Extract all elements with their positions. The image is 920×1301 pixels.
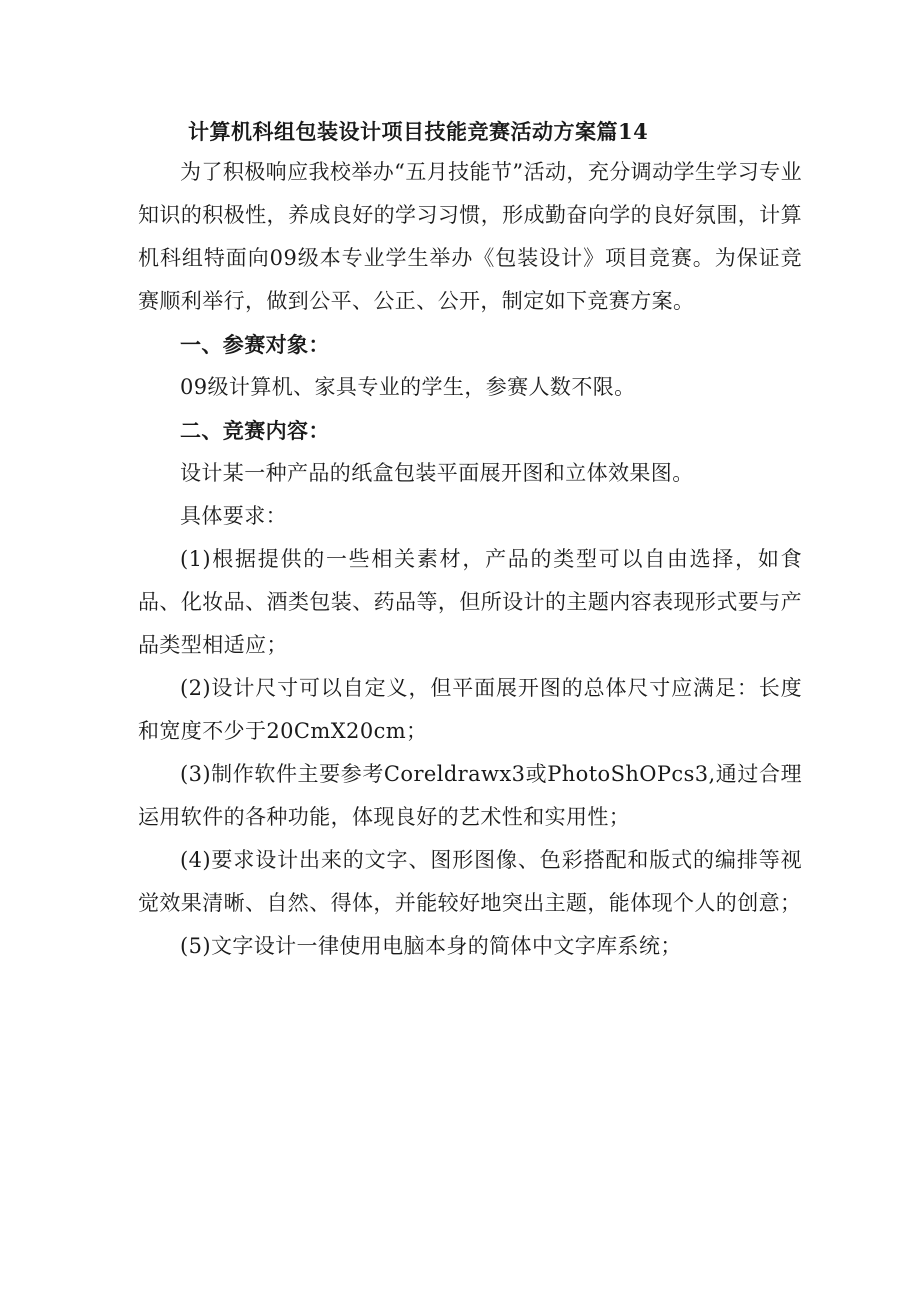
intro-paragraph: 为了积极响应我校举办“五月技能节”活动，充分调动学生学习专业知识的积极性，养成良好的学习习惯，形成勤奋向学的良好氛围，计算机科组特面向09级本专业学生举办《包装设计》项目竞赛。为保证竞赛顺利举行，做到公平、公正、公开，制定如下竞赛方案。 bbox=[138, 160, 802, 313]
section-heading-content: 二、竞赛内容： bbox=[180, 418, 330, 443]
section-heading-participants: 一、参赛对象： bbox=[180, 332, 330, 357]
content-paragraph: 设计某一种产品的纸盒包装平面展开图和立体效果图。 bbox=[180, 461, 694, 485]
requirement-item: (4)要求设计出来的文字、图形图像、色彩搭配和版式的编排等视觉效果清晰、自然、得体，并能较好地突出主题，能体现个人的创意； bbox=[138, 848, 802, 915]
requirement-item: (1)根据提供的一些相关素材，产品的类型可以自由选择，如食品、化妆品、酒类包装、药品等，但所设计的主题内容表现形式要与产品类型相适应； bbox=[138, 547, 802, 657]
requirement-item: (5)文字设计一律使用电脑本身的简体中文字库系统； bbox=[180, 934, 682, 958]
requirement-item: (3)制作软件主要参考Coreldrawx3或PhotoShOPcs3,通过合理运用软件的各种功能，体现良好的艺术性和实用性； bbox=[138, 762, 802, 829]
document-body bbox=[138, 113, 802, 968]
requirements-label: 具体要求： bbox=[180, 504, 287, 528]
requirement-item: (2)设计尺寸可以自定义，但平面展开图的总体尺寸应满足：长度和宽度不少于20CmX20cm； bbox=[138, 676, 802, 743]
participants-paragraph: 09级计算机、家具专业的学生，参赛人数不限。 bbox=[180, 375, 636, 399]
document-title: 计算机科组包装设计项目技能竞赛活动方案篇14 bbox=[188, 119, 649, 144]
